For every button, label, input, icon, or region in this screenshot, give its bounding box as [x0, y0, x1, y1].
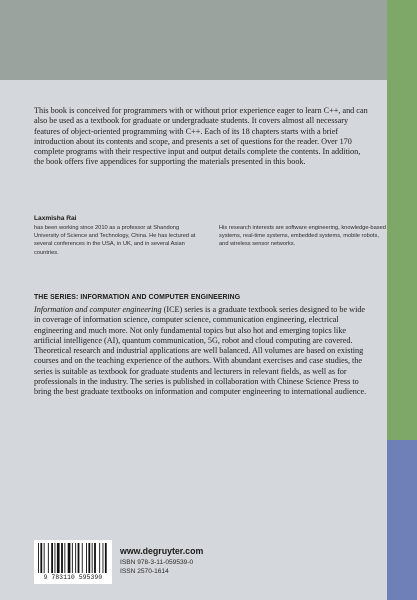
barcode	[34, 540, 112, 584]
top-band	[0, 0, 387, 80]
publisher-website: www.degruyter.com	[120, 546, 204, 556]
author-bio-left: has been working since 2010 as a professor at Shandong University of Science and Technology, China. He has lectured at several conferences in the USA, in UK, and in several Asian countries.	[34, 225, 196, 256]
barcode-digits: 9 783110 595390	[43, 574, 103, 581]
barcode-bars	[38, 543, 108, 573]
series-body: (ICE) series is a graduate textbook series designed to be wide in coverage of information science, computer science, communication engineering, electrical engineering and much more. Not only fundamental topics but also hot and emerging topics like artificial intelligence (AI), quantum communication, 5G, robot and cloud computing are covered. Theoretical research and industrial applications are well balanced. All volumes are based on existing courses and on the teaching experience of the authors. With abundant exercises and case studies, the series is suitable as textbook for graduate students and lecturers in relevant fields, as well as for professionals in the industry. The series is published in collaboration with Chinese Science Press to bring the best graduate textbooks on information and computer engineering to international audience.	[34, 305, 367, 397]
spine-strip-blue	[387, 440, 417, 600]
book-description: This book is conceived for programmers with or without prior experience eager to learn C++, and can also be used as a textbook for graduate or undergraduate students. It covers almost all necessary features of object-oriented programming with C++. Each of its 18 chapters starts with a brief introduction about its contents and scope, and presents a set of questions for the reader. Over 170 complete programs with their respective input and output details complete the contents. In addition, the book offers five appendices for supporting the materials presented in this book.	[34, 106, 368, 167]
author-bio-right: His research interests are software engineering, knowledge-based systems, real-time systems, embedded systems, mobile robots, and wireless sensor networks.	[219, 225, 386, 248]
issn: ISSN 2570-1614	[120, 568, 169, 575]
isbn: ISBN 978-3-11-059539-0	[120, 559, 194, 566]
series-title: Information and computer engineering	[34, 305, 162, 314]
author-name: Laxmisha Rai	[34, 215, 77, 222]
series-heading: THE SERIES: INFORMATION AND COMPUTER ENGINEERING	[34, 294, 241, 301]
publisher-info	[120, 546, 203, 577]
series-description	[34, 305, 372, 398]
